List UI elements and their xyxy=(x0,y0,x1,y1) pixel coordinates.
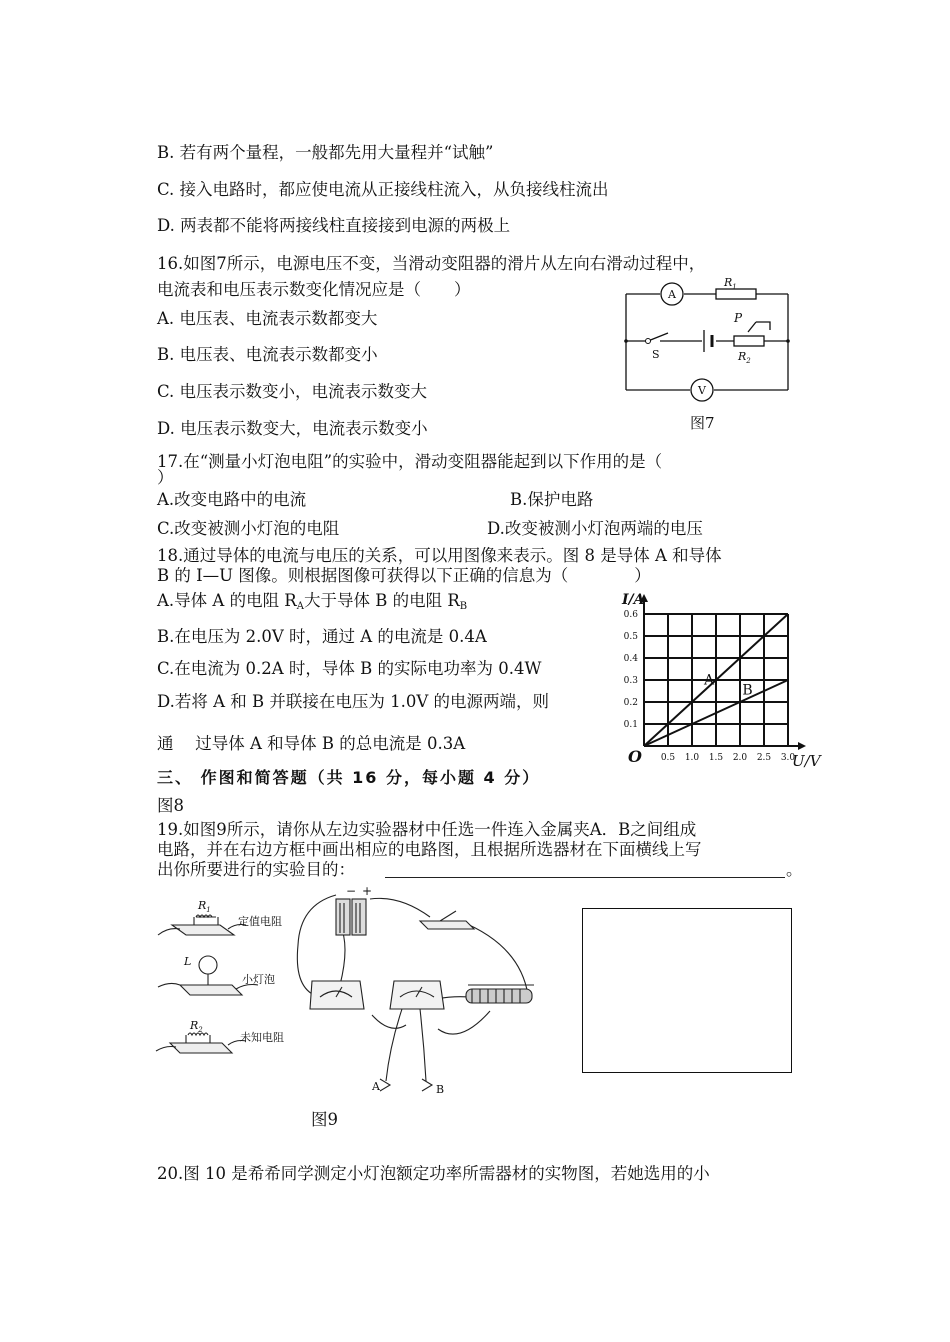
q20-stem-line1: 20.图 10 是希希同学测定小灯泡额定功率所需器材的实物图，若她选用的小 xyxy=(157,1164,710,1183)
q17-stem-line1: 17.在“测量小灯泡电阻”的实验中，滑动变阻器能起到以下作用的是（ xyxy=(157,452,663,471)
y-tick-label: 0.4 xyxy=(623,654,638,664)
junction-right xyxy=(786,339,790,343)
q17-option-d: D.改变被测小灯泡两端的电压 xyxy=(487,519,703,538)
figure9-apparatus xyxy=(290,885,550,1100)
figure7-circuit xyxy=(620,276,800,435)
y-tick-label: 0.1 xyxy=(623,720,638,730)
section3-heading: 三、 作图和简答题（共 16 分，每小题 4 分） xyxy=(157,768,541,787)
series-label-b: B xyxy=(742,682,753,699)
q18-stem-line2: B 的 I—U 图像。则根据图像可获得以下正确的信息为（ ） xyxy=(157,566,651,585)
circuit-drawing-box[interactable] xyxy=(582,908,792,1073)
q18-stem-line1: 18.通过导体的电流与电压的关系，可以用图像来表示。图 8 是导体 A 和导体 xyxy=(157,546,722,565)
fig9-r2-label: 未知电阻 xyxy=(240,1031,284,1044)
q18-option-d-line1: D.若将 A 和 B 并联接在电压为 1.0V 的电源两端，则 xyxy=(157,692,550,711)
junction-left xyxy=(624,339,628,343)
ammeter xyxy=(661,283,683,305)
q17-stem-line2: ） xyxy=(157,468,174,487)
figure7-caption: 图7 xyxy=(690,414,715,432)
q16-stem-line1: 16.如图7所示，电源电压不变，当滑动变阻器的滑片从左向右滑动过程中， xyxy=(157,254,706,273)
q16-option-a: A. 电压表、电流表示数都变大 xyxy=(157,309,378,328)
q17-option-b: B.保护电路 xyxy=(510,490,594,509)
series-label-a: A xyxy=(704,672,715,689)
y-tick-label: 0.6 xyxy=(623,610,638,620)
figure9-components xyxy=(150,895,300,1065)
origin-label: O xyxy=(628,747,642,766)
fig9-lamp-symbol: L xyxy=(184,955,192,968)
q18-option-b: B.在电压为 2.0V 时，通过 A 的电流是 0.4A xyxy=(157,627,487,646)
q19-answer-blank[interactable] xyxy=(385,877,785,878)
fig9-r2-symbol: $R_2$ xyxy=(190,1019,203,1034)
fig9-lamp-label: 小灯泡 xyxy=(242,973,275,986)
battery-minus-label: − xyxy=(346,884,357,898)
y-axis-label: I/A xyxy=(622,592,645,608)
q19-stem-line3-end: 。 xyxy=(786,860,803,879)
q18-option-c: C.在电流为 0.2A 时，导体 B 的实际电功率为 0.4W xyxy=(157,659,542,678)
q19-stem-line1: 19.如图9所示，请你从左边实验器材中任选一件连入金属夹A．B之间组成 xyxy=(157,820,697,839)
q16-option-d: D. 电压表示数变大，电流表示数变小 xyxy=(157,419,428,438)
q19-stem-line3: 出你所要进行的实验目的： xyxy=(157,860,355,879)
x-axis-arrow xyxy=(798,742,806,750)
voltmeter-label: V xyxy=(698,384,706,397)
figure9-caption: 图9 xyxy=(311,1110,338,1129)
q16-option-c: C. 电压表示数变小，电流表示数变大 xyxy=(157,382,428,401)
figure8-caption: 图8 xyxy=(157,796,184,815)
fig9-r1-symbol: $R_1$ xyxy=(198,899,211,914)
x-tick-label: 3.0 xyxy=(780,753,796,763)
q15-option-b: B. 若有两个量程，一般都先用大量程并“试触” xyxy=(157,143,494,162)
q15-option-d: D. 两表都不能将两接线柱直接接到电源的两极上 xyxy=(157,216,511,235)
q18-option-a: A.导体 A 的电阻 $R_A$大于导体 B 的电阻 $R_B$ xyxy=(157,591,468,612)
y-tick-label: 0.3 xyxy=(623,676,638,686)
clip-a-label: A xyxy=(372,1080,380,1093)
y-tick-label: 0.5 xyxy=(623,632,638,642)
q15-option-c: C. 接入电路时，都应使电流从正接线柱流入，从负接线柱流出 xyxy=(157,180,609,199)
switch-label: S xyxy=(652,348,660,361)
q19-stem-line2: 电路，并在右边方框中画出相应的电路图，且根据所选器材在下面横线上写 xyxy=(157,840,702,859)
q17-option-c: C.改变被测小灯泡的电阻 xyxy=(157,519,340,538)
q16-option-b: B. 电压表、电流表示数都变小 xyxy=(157,345,378,364)
ammeter-label: A xyxy=(668,288,676,301)
clip-b-label: B xyxy=(436,1083,445,1096)
q18-option-d-line2: 通 过导体 A 和导体 B 的总电流是 0.3A xyxy=(157,734,466,753)
r2-label: $R_2$ xyxy=(738,350,751,365)
x-tick-label: 2.0 xyxy=(732,753,748,763)
fig9-r1-label: 定值电阻 xyxy=(238,915,282,928)
x-axis-label: U/V xyxy=(792,752,821,770)
figure8-iu-chart xyxy=(600,590,830,780)
switch-contact xyxy=(646,339,651,344)
y-tick-label: 0.2 xyxy=(623,698,638,708)
q16-stem-line2: 电流表和电压表示数变化情况应是（ ） xyxy=(157,280,471,299)
slider-label: P xyxy=(734,311,743,325)
voltmeter xyxy=(691,379,713,401)
r1-label: $R_1$ xyxy=(724,276,737,291)
rheostat-r2 xyxy=(734,336,764,346)
q17-option-a: A.改变电路中的电流 xyxy=(157,490,307,509)
x-tick-label: 1.5 xyxy=(708,753,724,763)
x-tick-label: 2.5 xyxy=(756,753,772,763)
x-tick-label: 1.0 xyxy=(684,753,700,763)
x-tick-label: 0.5 xyxy=(660,753,676,763)
battery-plus-label: + xyxy=(362,884,373,898)
